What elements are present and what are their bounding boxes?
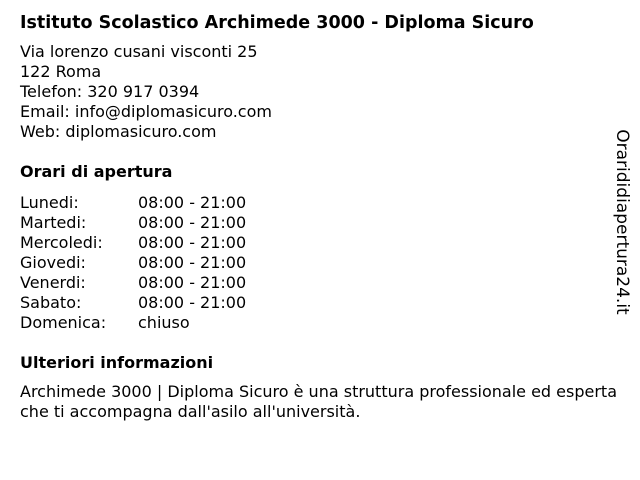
day-name: Mercoledi: bbox=[20, 233, 103, 252]
hours-row-sunday bbox=[20, 313, 600, 333]
address-block bbox=[20, 42, 600, 142]
day-name: Lunedi: bbox=[20, 193, 79, 212]
day-name: Martedi: bbox=[20, 213, 87, 232]
day-name: Domenica: bbox=[20, 313, 107, 332]
hours-row-tuesday bbox=[20, 213, 600, 233]
day-hours: 08:00 - 21:00 bbox=[138, 213, 247, 232]
hours-heading: Orari di apertura bbox=[20, 162, 173, 181]
day-hours: chiuso bbox=[138, 313, 190, 332]
street-address: Via lorenzo cusani visconti 25 bbox=[20, 42, 258, 61]
info-description: Archimede 3000 | Diploma Sicuro è una struttura professionale ed esperta che ti accompagna dall'asilo all'università. bbox=[20, 382, 618, 421]
hours-row-thursday bbox=[20, 253, 600, 273]
email: Email: info@diplomasicuro.com bbox=[20, 102, 272, 121]
info-heading: Ulteriori informazioni bbox=[20, 353, 214, 372]
hours-row-monday bbox=[20, 193, 600, 213]
website: Web: diplomasicuro.com bbox=[20, 122, 217, 141]
day-hours: 08:00 - 21:00 bbox=[138, 293, 247, 312]
phone: Telefon: 320 917 0394 bbox=[20, 82, 200, 101]
site-watermark: Orarididiapertura24.it bbox=[612, 129, 632, 315]
day-hours: 08:00 - 21:00 bbox=[138, 233, 247, 252]
day-hours: 08:00 - 21:00 bbox=[138, 253, 247, 272]
day-name: Venerdi: bbox=[20, 273, 86, 292]
day-hours: 08:00 - 21:00 bbox=[138, 193, 247, 212]
business-card bbox=[20, 12, 618, 422]
day-name: Sabato: bbox=[20, 293, 82, 312]
day-name: Giovedi: bbox=[20, 253, 86, 272]
hours-row-friday bbox=[20, 273, 600, 293]
hours-row-saturday bbox=[20, 293, 600, 313]
business-title: Istituto Scolastico Archimede 3000 - Diploma Sicuro bbox=[20, 13, 534, 33]
city: 122 Roma bbox=[20, 62, 102, 81]
hours-row-wednesday bbox=[20, 233, 600, 253]
hours-table bbox=[20, 193, 600, 333]
day-hours: 08:00 - 21:00 bbox=[138, 273, 247, 292]
